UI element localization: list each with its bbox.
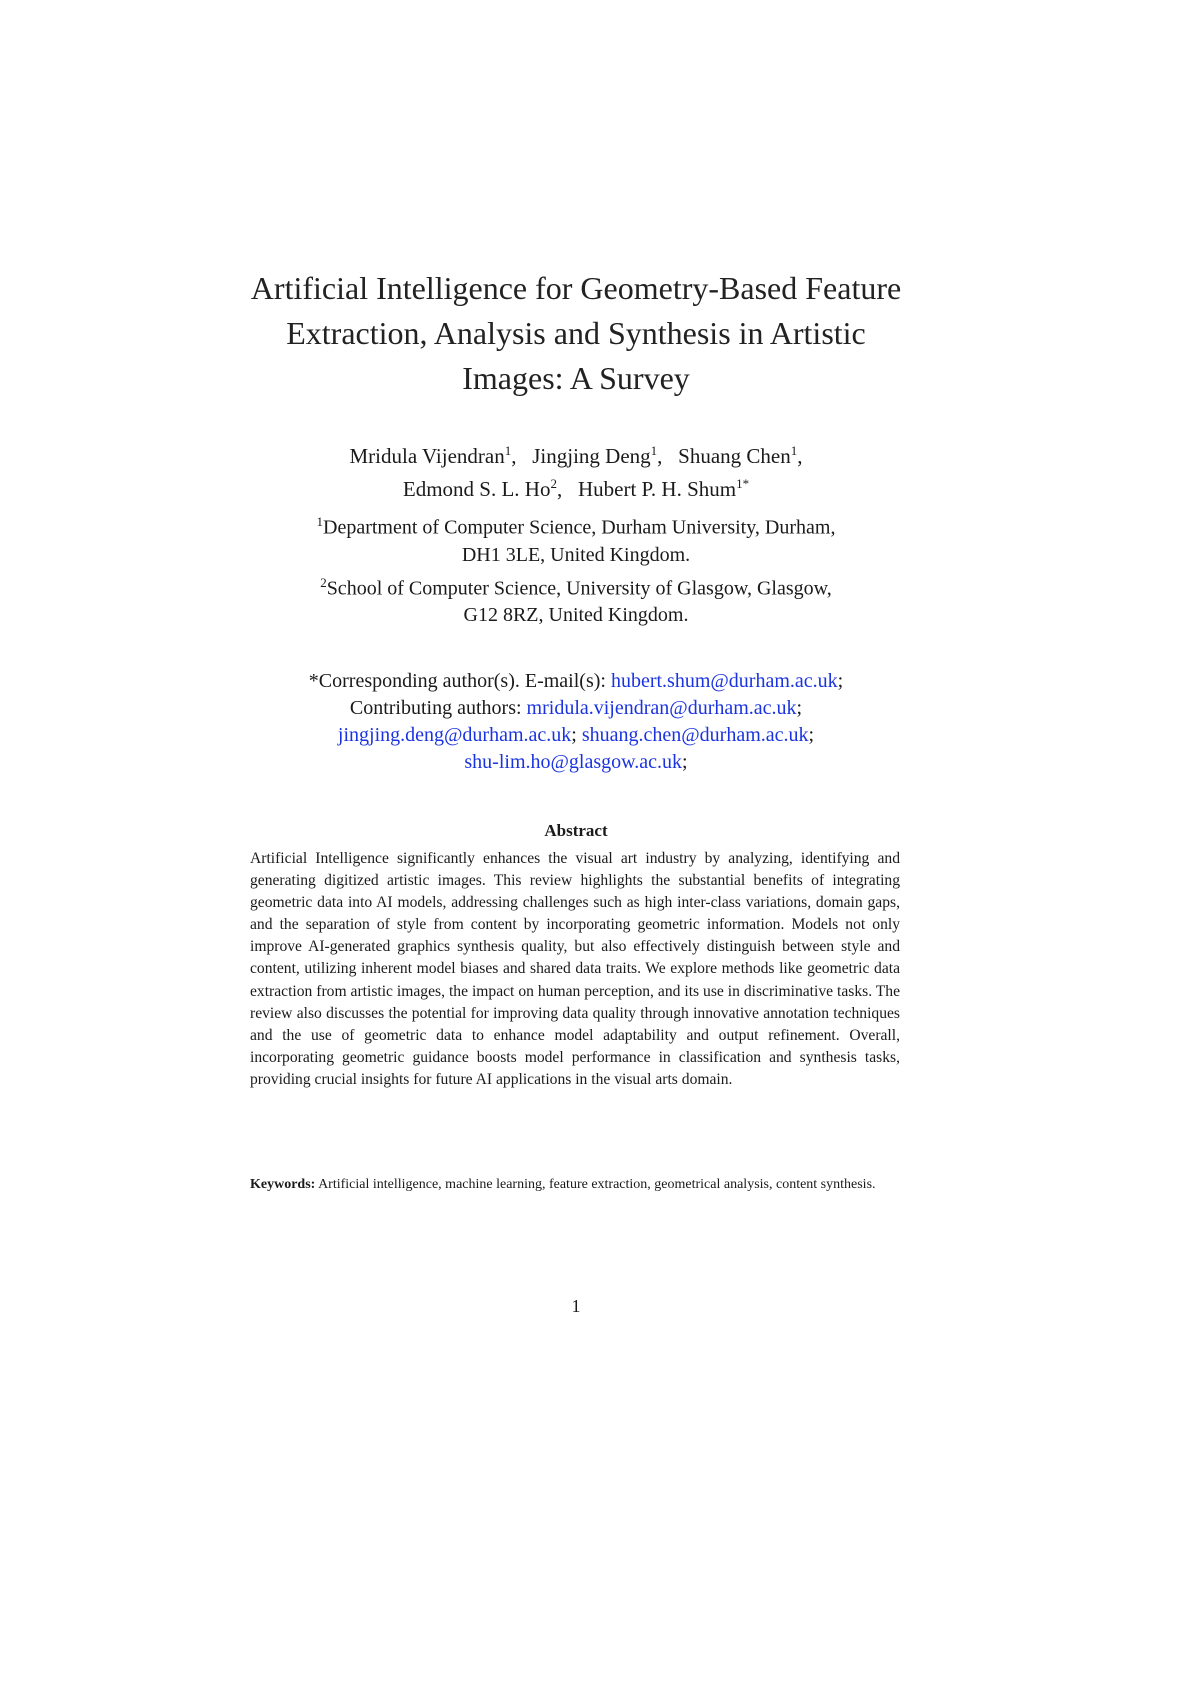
title-line: Artificial Intelligence for Geometry-Based Feature (250, 270, 902, 306)
email-link[interactable]: shu-lim.ho@glasgow.ac.uk (464, 751, 683, 773)
keywords (250, 1175, 900, 1195)
author-mark: 1 (504, 443, 512, 458)
affiliation-mark: 1 (316, 514, 324, 529)
page-number: 1 (571, 1296, 581, 1316)
affiliations (200, 508, 952, 629)
affiliation-line: DH1 3LE, United Kingdom. (461, 543, 691, 566)
author-mark: 1 (790, 443, 798, 458)
author-name: Jingjing Deng (532, 444, 651, 468)
author-name: Edmond S. L. Ho (402, 477, 551, 501)
contributing-line: shu-lim.ho@glasgow.ac.uk; (464, 751, 688, 773)
title-line: Extraction, Analysis and Synthesis in Artistic (286, 315, 866, 351)
email-link[interactable]: jingjing.deng@durham.ac.uk (337, 724, 572, 746)
author-line: Mridula Vijendran$^1$, Jingjing Deng$^1$, Shuang Chen$^1$, (349, 443, 803, 468)
corresponding-line: *Corresponding author(s). E-mail(s): hubert.shum@durham.ac.uk; (308, 670, 844, 692)
corresponding-label: *Corresponding author(s). E-mail(s): (308, 670, 606, 692)
keywords-label: Keywords: (250, 1177, 316, 1192)
email-link[interactable]: shuang.chen@durham.ac.uk (581, 724, 809, 746)
affiliation (200, 569, 952, 630)
contributing-line: jingjing.deng@durham.ac.uk; shuang.chen@durham.ac.uk; (337, 724, 815, 746)
author-name: Hubert P. H. Shum (577, 477, 737, 501)
affiliation-line: School of Computer Science, University of Glasgow, Glasgow, (326, 577, 832, 600)
abstract-heading: Abstract (544, 821, 608, 840)
author-list (200, 437, 952, 503)
paper-title (200, 266, 952, 401)
contact-block (200, 668, 952, 776)
email-link[interactable]: mridula.vijendran@durham.ac.uk (526, 697, 797, 719)
author-mark: 1* (736, 476, 750, 491)
abstract-text: Artificial Intelligence significantly enhances the visual art industry by analyzing, identifying and generating digitized artistic images. This review highlights the substantial benefits of integrating geometric data into AI models, addressing challenges such as high inter-class variations, domain gaps, and the separation of style from content by incorporating geometric information. Models not only improve AI-generated graphics synthesis quality, but also effectively distinguish between style and content, utilizing inherent model biases and shared data traits. We explore methods like geometric data extraction from artistic images, the impact on human perception, and its use in discriminative tasks. The review also discusses the potential for improving data quality through innovative annotation techniques and the use of geometric data to enhance model adaptability and output refinement. Overall, incorporating geometric guidance boosts model performance in classification and synthesis tasks, providing crucial insights for future AI applications in the visual arts domain. (250, 850, 900, 1088)
email-link[interactable]: hubert.shum@durham.ac.uk (610, 670, 838, 692)
author-mark: 2 (550, 476, 557, 491)
contributing-label: Contributing authors: (349, 697, 522, 719)
author-line: Edmond S. L. Ho$^2$, Hubert P. H. Shum$^{1*}$ (402, 476, 750, 501)
title-line: Images: A Survey (462, 360, 690, 396)
affiliation-line: Department of Computer Science, Durham University, Durham, (323, 516, 836, 539)
affiliation (200, 508, 952, 569)
author-name: Shuang Chen (678, 444, 791, 468)
contributing-line: Contributing authors: mridula.vijendran@durham.ac.uk; (349, 697, 803, 719)
affiliation-mark: 2 (320, 574, 327, 590)
author-mark: 1 (650, 443, 658, 458)
author-name: Mridula Vijendran (349, 444, 505, 468)
keywords-text: Artificial intelligence, machine learning, feature extraction, geometrical analysis, content synthesis. (318, 1177, 876, 1192)
affiliation-line: G12 8RZ, United Kingdom. (463, 604, 689, 627)
